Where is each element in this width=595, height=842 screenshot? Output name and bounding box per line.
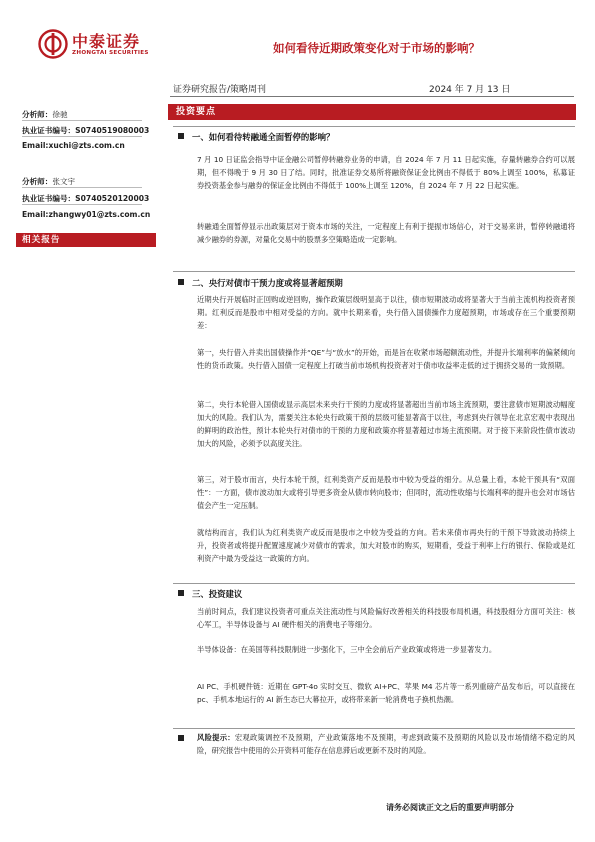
section-2-paragraph-5: 就结构而言，我们认为红利类资产或反而是股市之中较为受益的方向。若未来债市再央行的干预下导致波动持续上升，投资者或将提升配置速度减少对债市的需求，加大对股市的购买，短期看，受益于利率上行的银行、保险或是红利资产中最为受益这一政策的方向。 — [197, 528, 575, 563]
footer-disclaimer: 请务必阅读正文之后的重要声明部分 — [386, 803, 514, 812]
analyst-cert-1: 执业证书编号：S0740519080003 — [22, 126, 150, 135]
zhongtai-logo-icon — [38, 29, 68, 59]
bullet-square-icon — [178, 735, 184, 741]
section-3-paragraph-1: 当前时间点，我们建议投资者可重点关注流动性与风险偏好改善相关的科技股布局机遇，科技股细分方面可关注：核心军工，半导体设备与 AI 硬件相关的消费电子等细分。 — [197, 607, 575, 629]
section-3-paragraph-3: AI PC、手机硬件链：近期在 GPT-4o 实时交互、微软 AI+PC、苹果 M4 芯片等一系列重磅产品发布后，可以直接在 pc、手机本地运行的 AI 新生态已大幕拉开，或将带来新一轮消费电子换机热潮。 — [197, 682, 575, 704]
section-divider — [173, 271, 575, 272]
risk-bullet — [178, 734, 188, 744]
brand-name-cn: 中泰证券 — [72, 32, 141, 51]
section-3-paragraph-2: 半导体设备：在美国等科技限制进一步强化下，三中全会前后产业政策或将进一步显著发力。 — [197, 645, 497, 654]
company-logo — [38, 27, 158, 63]
page-title: 如何看待近期政策变化对于市场的影响？ — [273, 41, 480, 55]
section-2-paragraph-2: 第一，央行借入并卖出国债操作并“QE”与“放水”的开始，而是旨在收紧市场超额流动性，并提升长端利率的偏紧倾向性的货币政策。央行借入国债一定程度上打破当前市场机构投资者对于债市收益率走低的过于拥挤交易的一致预期。 — [197, 348, 575, 370]
report-date: 2024 年 7 月 13 日 — [429, 85, 511, 95]
risk-warning — [197, 731, 575, 757]
section-1-paragraph-2: 转融通全面暂停显示出政策层对于资本市场的关注，一定程度上有利于提振市场信心，对于交易来讲，暂停转融通将减少融券的券源，对量化交易中的股票多空策略造成一定影响。 — [197, 222, 575, 244]
side-divider — [22, 204, 142, 205]
brand-name-en: ZHONGTAI SECURITIES — [72, 50, 149, 56]
risk-label: 风险提示： — [197, 733, 235, 742]
header-divider — [170, 96, 574, 97]
analyst-name-1: 分析师：徐驰 — [22, 110, 68, 119]
investment-summary-header: 投资要点 — [168, 104, 576, 120]
bullet-square-icon — [178, 590, 184, 596]
section-heading-1: 一、如何看待转融通全面暂停的影响？ — [178, 131, 334, 143]
risk-text: 宏观政策调控不及预期，产业政策落地不及预期，考虑到政策不及预期的风险以及市场情绪不稳定的风险，研究报告中使用的公开资料可能存在信息滞后或更新不及时的风险。 — [197, 733, 575, 755]
side-divider — [22, 120, 142, 121]
section-2-paragraph-4: 第三，对于股市而言，央行本轮干预，红利类资产反而是股市中较为受益的细分。从总量上看，本轮干预具有“双面性”：一方面，债市波动加大或将引导更多资金从债市转向股市；但同时，流动性收缩与长端利率的提升也会对市场估值会产生一定压制。 — [197, 475, 575, 510]
section-heading-3: 三、投资建议 — [178, 588, 242, 600]
bullet-square-icon — [178, 279, 184, 285]
section-2-paragraph-1: 近期央行开展临时正回购或逆回购，操作政策层级明显高于以往，债市短期波动或将显著大于当前主流机构投资者预期。红利反而是股市中相对受益的方向。就中长期来看，央行借入国债操作力度超预期，市场或存在三个重要预期差： — [197, 295, 575, 330]
side-divider — [22, 187, 142, 188]
related-reports-header: 相关报告 — [16, 233, 156, 247]
section-heading-2: 二、央行对债市干预力度或将显著超预期 — [178, 277, 343, 289]
section-divider — [173, 728, 575, 729]
side-divider — [22, 136, 142, 137]
analyst-email-2[interactable]: Email:zhangwy01@zts.com.cn — [22, 210, 151, 219]
section-divider — [173, 126, 575, 127]
report-type: 证券研究报告/策略周刊 — [173, 85, 267, 95]
analyst-email-1[interactable]: Email:xuchi@zts.com.cn — [22, 141, 125, 150]
section-1-paragraph-1: 7 月 10 日证监会指导中证金融公司暂停转融券业务的申请，自 2024 年 7 月 11 日起实施，存量转融券合约可以展期，但不得晚于 9 月 30 日了结。同时，批准证券交易所将融资保证金比例由不得低于 80%上调至 100%，私募证券投资基金参与融券的保证金比例由不得低于 100%上调至 120%，自 2024 年 7 月 22 日起实施。 — [197, 155, 575, 190]
analyst-name-2: 分析师：张文宇 — [22, 177, 76, 186]
section-divider — [173, 583, 575, 584]
section-2-paragraph-3: 第二，央行本轮借入国债或显示高层未来央行干预的力度或将显著超出当前市场主流预期，要注意债市短期波动幅度加大的风险。我们认为，需要关注本轮央行政策干预的层级可能显著高于以往，考虑到央行领导在北京宏观中表现出的鲜明的政治性，预计本轮央行对债市的干预的力度和政策亦将显著超过市场主流预期。对于接下来阶段性债市波动加大的风险，必须予以高度关注。 — [197, 400, 575, 448]
bullet-square-icon — [178, 133, 184, 139]
analyst-cert-2: 执业证书编号：S0740520120003 — [22, 194, 150, 203]
